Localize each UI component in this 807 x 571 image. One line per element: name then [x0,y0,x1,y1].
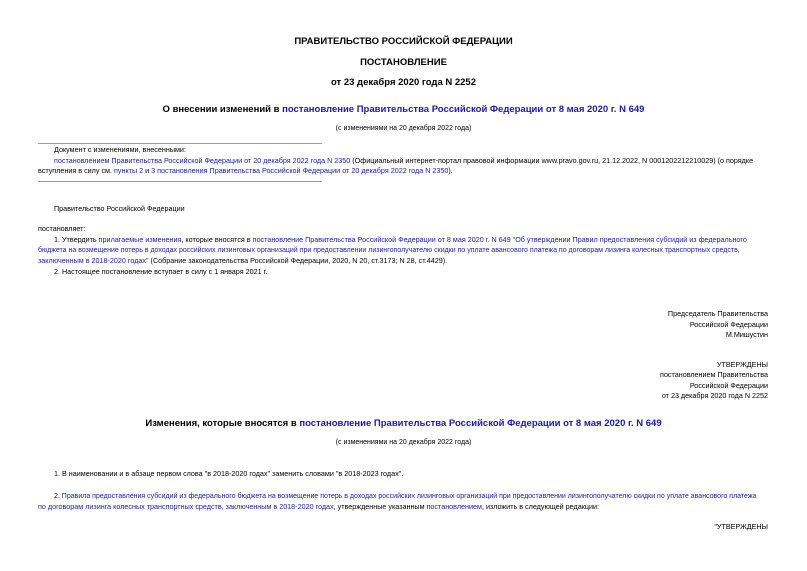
changes-title-prefix: Изменения, которые вносятся в [145,418,300,429]
item-2-text-2: , изложить в следующей редакции: [481,502,600,511]
doc-title-link[interactable]: постановление Правительства Российской Федерации от 8 мая 2020 г. N 649 [282,104,645,115]
signature-line-2: Российской Федерации [689,320,768,329]
approved-line-1: УТВЕРЖДЕНЫ [716,360,768,369]
approved-line-2: постановлением Правительства [660,370,768,379]
changes-text-3: и [143,166,152,175]
item-1: 1. В наименовании и в абзаце первом слова "в 2018-2020 годах" заменить словами "в 2018-2023 годах". [54,469,404,478]
item-2-line-2 [38,501,599,512]
doc-type: ПОСТАНОВЛЕНИЕ [360,57,447,68]
item-2-link-rules-cont[interactable]: по договорам лизинга колесных транспортных средств, заключенным в 2018-2020 годах [38,502,334,511]
p1-link-decree-649-cont[interactable]: бюджета на возмещение потерь в доходах российских лизинговых организаций при предоставлении лизингополучателю скидки по уплате авансового платежа по договорам лизинга колесных транспортных средств, [38,247,740,254]
amended-note: (с изменениями на 20 декабря 2022 года) [335,125,472,132]
paragraph-1-line-3 [38,255,447,266]
org-title: ПРАВИТЕЛЬСТВО РОССИЙСКОЙ ФЕДЕРАЦИИ [294,36,513,47]
p1-link-decree-649-end[interactable]: заключенным в 2018-2020 годах" [38,256,149,265]
p1-link-decree-649[interactable]: постановление Правительства Российской Федерации от 8 мая 2020 г. N 649 "Об утверждении Правил предоставления субсидий из федерального [252,235,747,244]
changes-text-2: вступления в силу см. [38,166,114,175]
signature-line-1: Председатель Правительства [667,309,768,318]
p1-text-2: (Собрание законодательства Российской Федерации, 2020, N 20, ст.3173; N 28, ст.4429). [148,256,448,265]
changes-label: Документ с изменениями, внесенными: [54,145,186,154]
changes-line-2 [38,165,453,176]
p1-num: 1. Утвердить [54,235,99,244]
changes-link-point2[interactable]: пункты 2 [114,166,144,175]
closing-approved: "УТВЕРЖДЕНЫ [714,522,768,531]
paragraph-2: 2. Настоящее постановление вступает в силу с 1 января 2021 г. [54,267,268,276]
changes-text-1: (Официальный интернет-портал правовой информации www.pravo.gov.ru, 21.12.2022, N 0001202212210029) (о порядке [350,156,754,165]
item-2-text-1: , утвержденные указанным [333,502,427,511]
approved-line-3: Российской Федерации [689,381,768,390]
decrees-line: постановляет: [38,224,86,233]
changes-amended-note: (с изменениями на 20 декабря 2022 года) [335,439,472,446]
p1-text-1: , которые вносятся в [181,235,253,244]
changes-text-4: ). [448,166,453,175]
gov-line: Правительство Российской Федерации [54,204,185,213]
item-2-num: 2. [54,493,62,500]
changes-link-2350[interactable]: постановлением Правительства Российской Федерации от 20 декабря 2022 года N 2350 [54,156,351,165]
changes-link-point3[interactable]: 3 постановления Правительства Российской Федерации от 20 декабря 2022 года N 2350 [151,166,449,175]
changes-title-link[interactable]: постановление Правительства Российской Федерации от 8 мая 2020 г. N 649 [299,418,662,429]
item-2-link-decree[interactable]: постановлением [426,502,482,511]
approved-line-4: от 23 декабря 2020 года N 2252 [661,391,768,400]
doc-title [0,104,807,115]
changes-title [0,418,807,429]
doc-date-number: от 23 декабря 2020 года N 2252 [330,77,476,88]
paragraph-1-line-1 [54,234,747,245]
signature-name: М.Мишустин [725,330,768,339]
item-2-link-rules[interactable]: Правила предоставления субсидий из федерального бюджета на возмещение потерь в доходах российских лизинговых организаций при предоставлении лизингополучателю скидки по уплате авансового платежа [61,493,757,500]
doc-title-prefix: О внесении изменений в [162,104,283,115]
divider-bottom [38,181,322,182]
p1-link-attached-changes[interactable]: прилагаемые изменения [98,235,182,244]
